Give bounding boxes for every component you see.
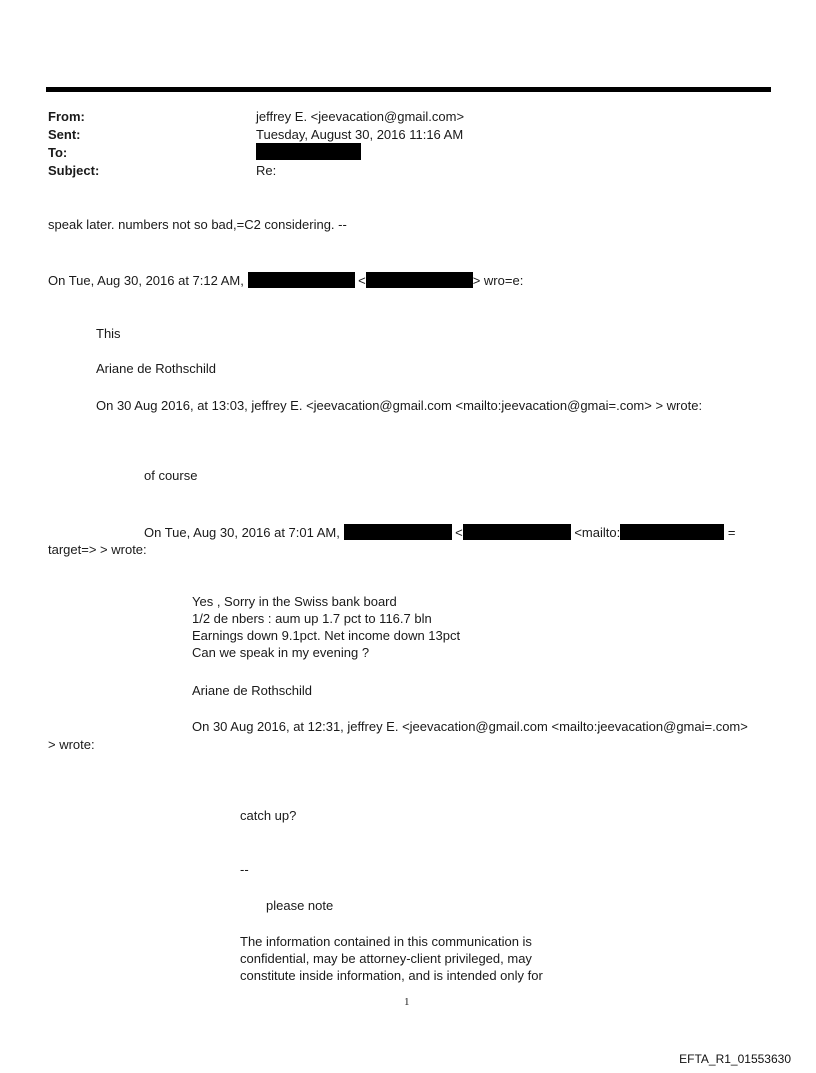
quote-header-3-eq: = [727, 525, 736, 540]
quote-header-1 [48, 272, 523, 289]
sender-name-redaction [248, 272, 355, 288]
message-line-3: Earnings down 9.1pct. Net income down 13pct [192, 628, 461, 643]
message-line-2: 1/2 de nbers : aum up 1.7 pct to 116.7 bln [192, 611, 432, 626]
to-redaction [256, 143, 361, 160]
quote-header-3-cont: target=> > wrote: [48, 542, 147, 557]
signature-dashes: -- [240, 862, 249, 877]
catch-up-text: catch up? [240, 808, 297, 823]
disclaimer-line-3: constitute inside information, and is intended only for [240, 968, 543, 983]
quote-header-1-post: > wro=e: [472, 273, 524, 288]
message-line-1: Yes , Sorry in the Swiss bank board [192, 594, 397, 609]
disclaimer-line-1: The information contained in this communication is [240, 934, 532, 949]
signature-1: Ariane de Rothschild [96, 361, 216, 376]
quote-header-3-lt: < [455, 525, 463, 540]
of-course-text: of course [144, 468, 198, 483]
quote-header-4: On 30 Aug 2016, at 12:31, jeffrey E. <jeevacation@gmail.com <mailto:jeevacation@gmai=.com> [192, 719, 748, 734]
quote-header-4-cont: > wrote: [48, 737, 95, 752]
header-rule [46, 87, 771, 92]
subject-label: Subject: [48, 163, 100, 178]
please-note-text: please note [266, 898, 334, 913]
quote-header-3 [144, 524, 735, 541]
subject-value: Re: [256, 163, 277, 178]
page-number: 1 [404, 996, 410, 1008]
sent-label: Sent: [48, 127, 81, 142]
to-label: To: [48, 145, 68, 160]
sender-name-redaction-2 [344, 524, 452, 540]
quote-header-1-pre: On Tue, Aug 30, 2016 at 7:12 AM, [48, 273, 244, 288]
quote-header-1-lt: < [358, 273, 366, 288]
from-label: From: [48, 109, 85, 124]
signature-2: Ariane de Rothschild [192, 683, 312, 698]
quote-header-3-pre: On Tue, Aug 30, 2016 at 7:01 AM, [144, 525, 340, 540]
this-text: This [96, 326, 121, 341]
sender-email-redaction [366, 272, 473, 288]
document-id: EFTA_R1_01553630 [679, 1052, 791, 1066]
quote-header-3-mailto: <mailto: [574, 525, 621, 540]
quote-header-2: On 30 Aug 2016, at 13:03, jeffrey E. <jeevacation@gmail.com <mailto:jeevacation@gmai=.com> > wrote: [96, 398, 703, 413]
sent-value: Tuesday, August 30, 2016 11:16 AM [256, 127, 464, 142]
message-line-4: Can we speak in my evening ? [192, 645, 370, 660]
mailto-redaction [620, 524, 724, 540]
from-value: jeffrey E. <jeevacation@gmail.com> [256, 109, 465, 124]
sender-email-redaction-2 [463, 524, 571, 540]
reply-line: speak later. numbers not so bad,=C2 considering. -- [48, 217, 347, 232]
disclaimer-line-2: confidential, may be attorney-client privileged, may [240, 951, 532, 966]
